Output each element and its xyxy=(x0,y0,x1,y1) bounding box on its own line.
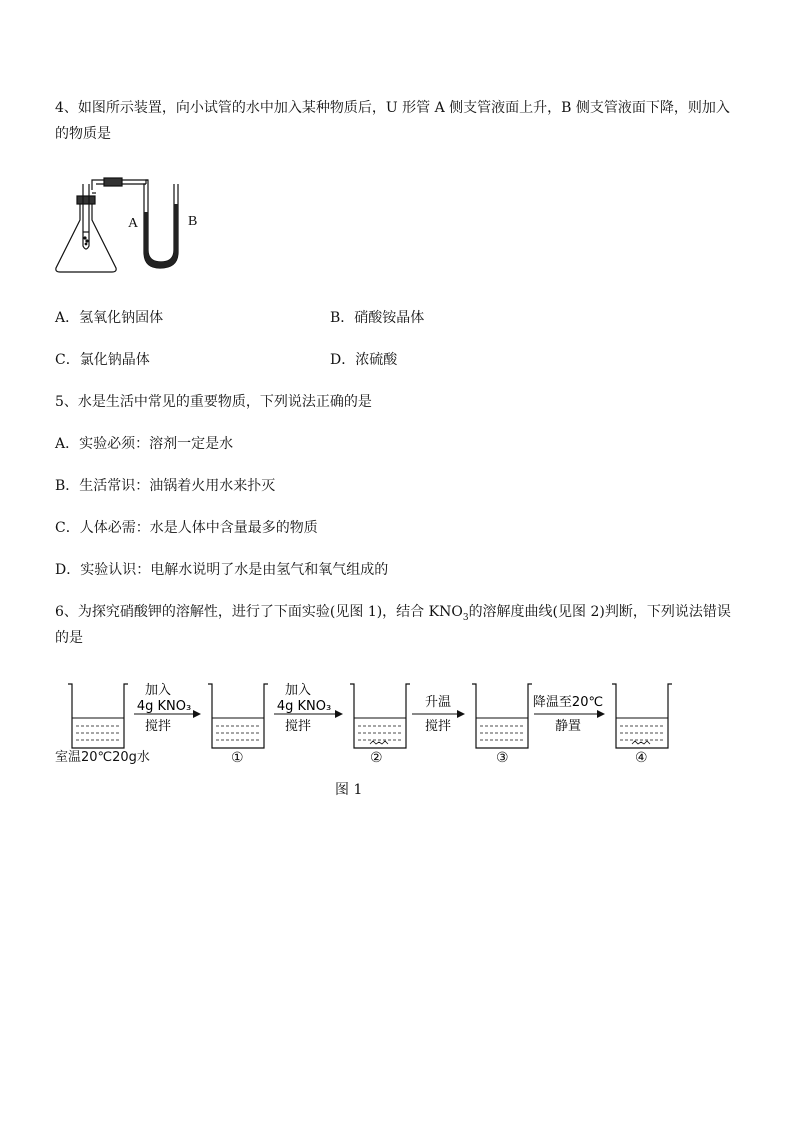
beaker-1-icon xyxy=(208,684,268,748)
q6-stem-part1: 6、为探究硝酸钾的溶解性，进行了下面实验(见图 1)，结合 KNO xyxy=(55,604,463,620)
q5-option-d[interactable]: D．实验认识：电解水说明了水是由氢气和氧气组成的 xyxy=(55,562,389,578)
beaker-label-3: ③ xyxy=(496,750,509,766)
step-3-bottom: 搅拌 xyxy=(424,719,452,734)
figure-1-caption: 图 1 xyxy=(335,782,363,798)
step-2-top: 加入 xyxy=(284,683,312,698)
q6-stem-subscript: 3 xyxy=(462,612,469,623)
q4-stem-line1: 4、如图所示装置，向小试管的水中加入某种物质后，U 形管 A 侧支管液面上升，B 侧支管液面下降，则加入 xyxy=(55,100,730,116)
q5-option-b[interactable]: B．生活常识：油锅着火用水来扑灭 xyxy=(55,478,276,494)
q5-option-a[interactable]: A．实验必须：溶剂一定是水 xyxy=(55,436,234,452)
step-1-top: 加入 xyxy=(144,683,172,698)
u-tube-label-a: A xyxy=(128,216,139,231)
q6-stem-line2: 的是 xyxy=(55,630,83,646)
beaker-start-icon xyxy=(68,684,128,748)
step-2-bottom: 搅拌 xyxy=(284,719,312,734)
step-4-bottom: 静置 xyxy=(554,719,582,734)
beaker-label-4: ④ xyxy=(635,750,648,766)
q4-option-b[interactable]: B．硝酸铵晶体 xyxy=(330,310,425,326)
beaker-label-2: ② xyxy=(370,750,383,766)
step-2-mid: 4g KNO₃ xyxy=(276,699,332,714)
u-tube-liquid xyxy=(144,204,178,268)
q5-stem: 5、水是生活中常见的重要物质，下列说法正确的是 xyxy=(55,394,372,410)
q4-option-a[interactable]: A．氢氧化钠固体 xyxy=(55,310,164,326)
q5-option-c[interactable]: C．人体必需：水是人体中含量最多的物质 xyxy=(55,520,318,536)
step-1-mid: 4g KNO₃ xyxy=(136,699,192,714)
beaker-2-icon xyxy=(350,684,410,748)
step-4-top: 降温至20℃ xyxy=(532,695,604,710)
q6-figure-1 xyxy=(60,676,680,756)
q4-stem-line2: 的物质是 xyxy=(55,126,111,142)
q4-option-d[interactable]: D．浓硫酸 xyxy=(330,352,398,368)
u-tube-icon xyxy=(144,180,178,268)
step-1-bottom: 搅拌 xyxy=(144,719,172,734)
beaker-label-1: ① xyxy=(231,750,244,766)
q6-stem-line1 xyxy=(55,602,731,628)
beaker-4-icon xyxy=(612,684,672,748)
step-3-top: 升温 xyxy=(424,695,452,710)
beaker-3-icon xyxy=(472,684,532,748)
u-tube-label-b: B xyxy=(188,214,198,229)
q4-option-c[interactable]: C．氯化钠晶体 xyxy=(55,352,150,368)
q6-stem-part2: 的溶解度曲线(见图 2)判断，下列说法错误 xyxy=(468,604,731,620)
start-beaker-label: 室温20℃20g水 xyxy=(55,750,150,765)
